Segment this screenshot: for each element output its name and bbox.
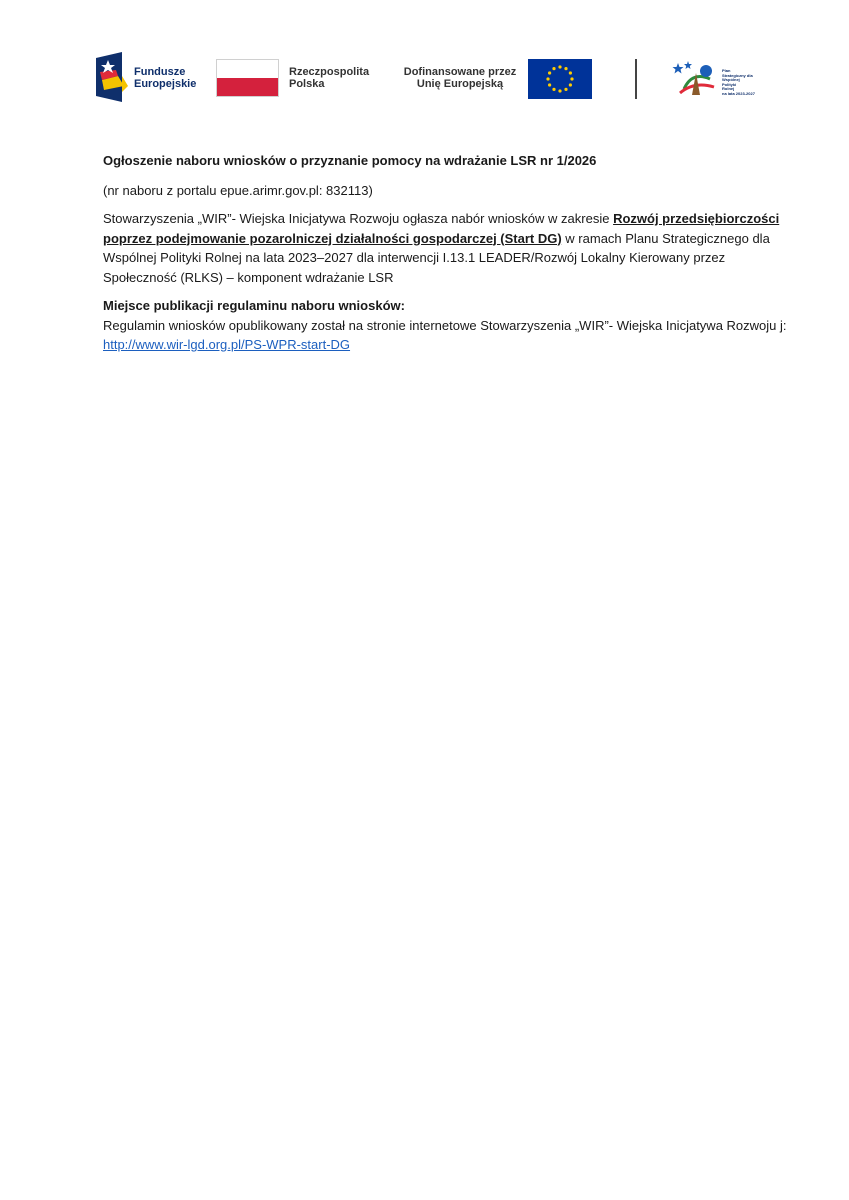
plan-line2: Strategiczny dla bbox=[722, 72, 753, 78]
eu-star-icon bbox=[552, 88, 555, 91]
plan-line4: Polityki bbox=[722, 81, 737, 87]
eu-star-icon bbox=[564, 67, 567, 70]
eu-star-icon bbox=[564, 88, 567, 91]
nabor-reference: (nr naboru z portalu epue.arimr.gov.pl: 832113) bbox=[103, 182, 373, 198]
eu-star-icon bbox=[569, 83, 572, 86]
eu-line1: Dofinansowane przez bbox=[403, 66, 517, 78]
publication-heading: Miejsce publikacji regulaminu naboru wniosków: bbox=[103, 298, 405, 313]
eu-line2: Unię Europejską bbox=[416, 78, 504, 90]
fundusze-line1: Fundusze bbox=[134, 66, 186, 78]
eu-star-icon bbox=[548, 83, 551, 86]
fundusze-europejskie-icon bbox=[96, 52, 128, 102]
paragraph-end: w ramach Planu Strategicznego dla Wspólnej Polityki Rolnej na lata 2023–2027 dla interwencji I.13.1 LEADER/Rozwój Lokalny Kierowany przez Społeczność (RLKS) – komponent wdrażanie LSR bbox=[103, 230, 770, 285]
announcement-paragraph bbox=[103, 209, 793, 287]
polish-flag-icon bbox=[216, 59, 279, 97]
publication-text: Regulamin wniosków opublikowany został na stronie internetowe Stowarzyszenia „WIR”- Wiejska Inicjatywa Rozwoju j: bbox=[103, 317, 787, 333]
eu-star-icon bbox=[552, 67, 555, 70]
plan-strategiczny-icon bbox=[670, 59, 720, 97]
eu-star-icon bbox=[548, 71, 551, 74]
announcement-body bbox=[103, 151, 793, 364]
plan-line5: Rolnej bbox=[722, 86, 735, 92]
regulations-link[interactable]: http://www.wir-lgd.org.pl/PS-WPR-start-DG bbox=[103, 337, 351, 352]
paragraph-start: Stowarzyszenia „WIR”- Wiejska Inicjatywa Rozwoju ogłasza nabór wniosków w zakresie bbox=[103, 211, 614, 226]
eu-cofinancing-logo bbox=[396, 50, 596, 104]
publication-paragraph bbox=[103, 316, 793, 355]
logo-divider bbox=[635, 59, 637, 99]
eu-star-icon bbox=[558, 89, 561, 92]
plan-line6: na lata 2023-2027 bbox=[722, 90, 755, 96]
rzeczpospolita-logo bbox=[216, 50, 376, 104]
fundusze-europejskie-logo bbox=[96, 50, 211, 104]
logo-bar bbox=[96, 50, 761, 106]
eu-star-icon bbox=[570, 77, 573, 80]
scope-title: Rozwój przedsiębiorczości poprzez podejmowanie pozarolniczej działalności gospodarczej (Start DG) bbox=[103, 211, 780, 246]
polska-line1: Rzeczpospolita bbox=[289, 66, 370, 78]
polska-line2: Polska bbox=[289, 78, 325, 90]
plan-line3: Wspólnej bbox=[722, 77, 740, 83]
eu-star-icon bbox=[558, 65, 561, 68]
plan-strategiczny-logo bbox=[670, 50, 762, 104]
eu-star-icon bbox=[569, 71, 572, 74]
fundusze-line2: Europejskie bbox=[134, 78, 197, 90]
eu-star-icon bbox=[546, 77, 549, 80]
eu-flag-icon bbox=[528, 59, 592, 99]
plan-line1: Plan bbox=[722, 68, 731, 73]
announcement-heading: Ogłoszenie naboru wniosków o przyznanie pomocy na wdrażanie LSR nr 1/2026 bbox=[103, 153, 597, 168]
